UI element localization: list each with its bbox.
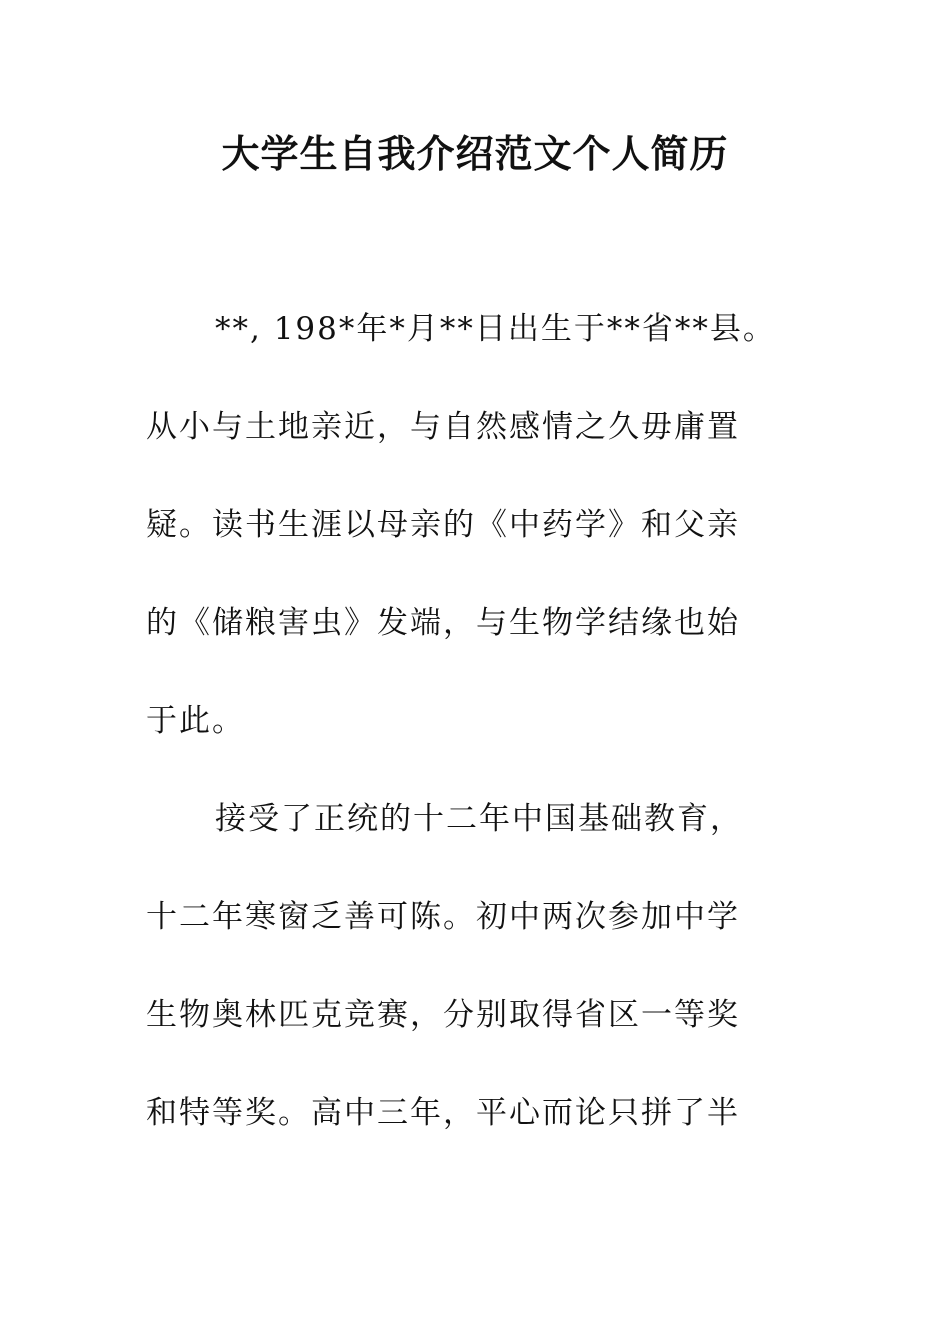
paragraph-1 bbox=[146, 280, 786, 770]
paragraph-1-line-4: 的《储粮害虫》发端，与生物学结缘也始 bbox=[146, 605, 740, 641]
paragraph-2-line-2: 十二年寒窗乏善可陈。初中两次参加中学 bbox=[146, 899, 740, 935]
paragraph-1-line-3: 疑。读书生涯以母亲的《中药学》和父亲 bbox=[146, 507, 740, 543]
paragraph-2 bbox=[146, 770, 786, 1162]
paragraph-2-line-3: 生物奥林匹克竞赛，分别取得省区一等奖 bbox=[146, 997, 740, 1033]
document-body bbox=[146, 280, 786, 1162]
paragraph-2-line-1: 接受了正统的十二年中国基础教育， bbox=[215, 801, 743, 837]
paragraph-1-line-2: 从小与土地亲近，与自然感情之久毋庸置 bbox=[146, 409, 740, 445]
paragraph-2-line-4: 和特等奖。高中三年，平心而论只拼了半 bbox=[146, 1095, 740, 1131]
paragraph-1-line-5: 于此。 bbox=[146, 703, 245, 739]
paragraph-1-line-1: **, 198*年*月**日出生于**省**县。 bbox=[215, 311, 776, 347]
document-title: 大学生自我介绍范文个人简历 bbox=[221, 131, 729, 176]
